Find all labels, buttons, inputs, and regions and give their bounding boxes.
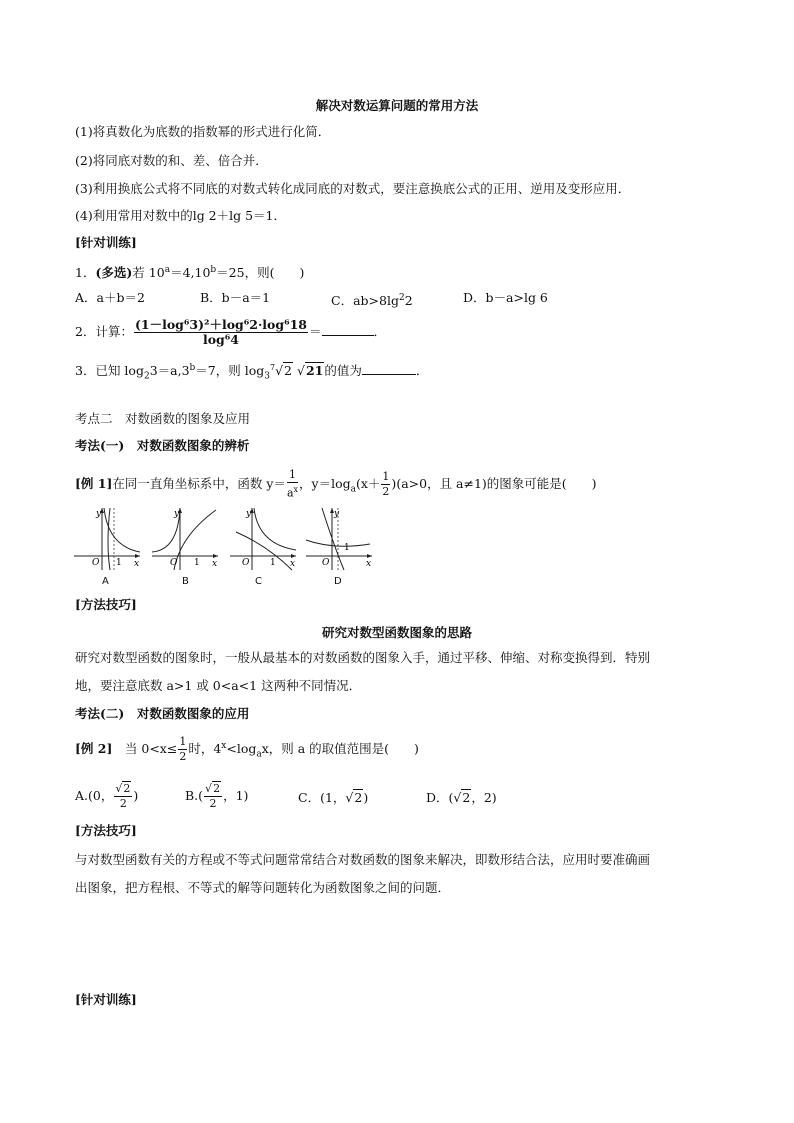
ex2-option-d-post: ，2): [471, 790, 497, 805]
ex2-option-b-num: √2: [205, 782, 221, 795]
q3-sub-1: 2: [143, 371, 150, 382]
q3-mid: 3＝a,3: [149, 363, 190, 379]
ex1-mid: ，y＝log: [299, 475, 351, 491]
graph-a-y-label: y: [96, 509, 102, 519]
graph-c-y-label: y: [246, 509, 252, 519]
graph-b-x-label: x: [212, 559, 218, 569]
q1-option-c-sup: 2: [398, 293, 405, 303]
tips-heading-1: [方法技巧]: [75, 597, 137, 612]
ex1-frac-den-base: a: [286, 486, 294, 500]
section-heading-2: 考点二 对数函数的图象及应用: [75, 411, 251, 426]
graph-c-one: 1: [270, 558, 276, 568]
ex2-option-a-close: ): [133, 788, 139, 803]
q3-radicand-21: 21: [305, 363, 324, 379]
q1-option-d: D．b－a>lg 6: [463, 290, 548, 305]
graph-a: [72, 506, 142, 572]
section-title-graph-approach: 研究对数型函数图象的思路: [321, 625, 472, 640]
q3-sup-b: b: [189, 363, 196, 373]
q1-option-c: [331, 290, 413, 309]
method-3: (3)利用换底公式将不同底的对数式转化成同底的对数式，要注意换底公式的正用、逆用及变形应用．: [75, 181, 631, 196]
ex2-frac-den: 2: [179, 750, 187, 763]
ex2-option-b: [185, 782, 248, 811]
graph-d-x-label: x: [366, 559, 372, 569]
graph-a-origin: O: [92, 558, 100, 568]
ex1-label: [例 1]: [75, 475, 113, 491]
ex1-frac2-den: 2: [382, 484, 390, 498]
ex1-frac-num: 1: [287, 468, 298, 483]
example-2: [75, 735, 419, 764]
ex1-sub-a: a: [350, 484, 356, 495]
q3-radical-2: √: [296, 363, 305, 379]
question-2: [75, 318, 386, 347]
graph-c-label: C: [255, 576, 262, 587]
q3-radicand: 2: [284, 363, 292, 379]
ex2-option-d-radicand: 2: [462, 790, 471, 805]
ex1-frac2-num: 1: [382, 469, 390, 483]
q2-prefix: 2．计算：: [75, 324, 133, 339]
ex2-sub-a: a: [256, 749, 262, 760]
ex2-option-b-radicand: 2: [213, 782, 221, 795]
ex1-fraction: [287, 468, 298, 501]
q1-text-b: ＝4,10: [170, 265, 211, 281]
method-1: (1)将真数化为底数的指数幂的形式进行化简．: [75, 124, 331, 139]
ex2-end: x，则 a 的取值范围是( ): [261, 741, 419, 756]
ex2-mid2: <log: [226, 741, 257, 756]
paragraph-1-line-1: 研究对数型函数的图象时，一般从最基本的对数函数的图象入手，通过平移、伸缩、对称变换得到．特别: [75, 650, 651, 665]
q2-answer-blank[interactable]: [322, 323, 374, 336]
q3-end: 的值为: [324, 363, 362, 379]
ex2-sup-x: x: [221, 740, 227, 751]
ex2-option-b-den: 2: [209, 797, 217, 810]
q3-sub-2: 3: [264, 371, 270, 382]
graph-d-origin: O: [322, 558, 330, 568]
graph-b-one: 1: [194, 558, 200, 568]
graph-b-origin: O: [170, 558, 178, 568]
graph-c: [228, 506, 298, 572]
ex2-option-a-frac: [114, 782, 132, 811]
q2-fraction: [134, 318, 308, 347]
q2-end: ．: [373, 324, 387, 339]
method-2: (2)将同底对数的和、差、倍合并．: [75, 153, 268, 168]
q1-tag: (多选): [95, 265, 133, 281]
graph-c-origin: O: [242, 558, 250, 568]
paragraph-2-line-1: 与对数型函数有关的方程或不等式问题常常结合对数函数的图象来解决，即数形结合法，应用时要准确画: [75, 852, 651, 867]
q1-sup-b: b: [210, 265, 217, 275]
ex2-fraction: [178, 735, 187, 764]
ex1-end: (a>0，且 a≠1)的图象可能是( ): [396, 475, 597, 491]
graph-d-y-label: y: [334, 509, 340, 519]
ex1-paren-pre: (x＋: [355, 475, 381, 491]
ex2-option-a-den: 2: [119, 797, 127, 810]
ex1-paren-post: ): [391, 475, 397, 491]
ex2-option-b-pre: B.(: [185, 788, 204, 803]
graph-a-label: A: [102, 576, 109, 587]
q3-radical: √: [275, 363, 284, 379]
ex2-option-b-frac: [204, 782, 222, 811]
ex1-pre: 在同一直角坐标系中，函数 y＝: [112, 475, 286, 491]
graph-a-x-label: x: [134, 559, 140, 569]
q3-root-index: 7: [269, 363, 276, 372]
q1-option-a: A．a＋b＝2: [75, 290, 145, 305]
ex1-frac-den: [287, 483, 298, 501]
q3-answer-blank[interactable]: [362, 362, 416, 375]
section-title-log-methods: 解决对数运算问题的常用方法: [315, 98, 479, 113]
q1-option-c-end: 2: [404, 293, 413, 309]
ex1-frac-den-sup: x: [293, 485, 299, 494]
graph-d-label: D: [334, 576, 342, 587]
ex2-option-c-close: ): [363, 790, 369, 805]
graph-b: [150, 506, 220, 572]
ex2-pre: 当 0<x≤: [112, 741, 178, 756]
q3-end2: ．: [415, 363, 429, 379]
ex2-frac-num: 1: [179, 735, 187, 748]
q2-numerator: (1－log⁶3)²＋log⁶2·log⁶18: [134, 317, 307, 332]
q1-sup-a: a: [164, 265, 171, 275]
method-4: (4)利用常用对数中的lg 2＋lg 5＝1．: [75, 208, 287, 223]
graph-b-label: B: [182, 576, 189, 587]
ex2-label: [例 2]: [75, 741, 113, 756]
example-1: [75, 468, 597, 501]
ex2-option-c-radicand: 2: [354, 790, 363, 805]
graph-d: [304, 506, 374, 572]
training-heading-1: [针对训练]: [75, 235, 137, 250]
q1-option-b: B．b－a＝1: [200, 290, 271, 305]
q2-denominator: log⁶4: [202, 332, 239, 347]
q1-option-c-text: C．ab>8lg: [331, 293, 399, 309]
paragraph-2-line-2: 出图象，把方程根、不等式的解等问题转化为函数图象之间的问题．: [75, 880, 451, 895]
q2-equals: ＝: [309, 324, 322, 339]
question-1-stem: [75, 262, 304, 281]
q3-prefix: 3．已知 log: [75, 363, 144, 379]
graph-a-one: 1: [116, 558, 122, 568]
q1-text-a: 若 10: [132, 265, 165, 281]
graph-b-y-label: y: [174, 509, 180, 519]
method-heading-1: 考法(一) 对数函数图象的辨析: [75, 438, 250, 453]
q3-mid2: ＝7，则 log: [195, 363, 265, 379]
ex2-option-b-post: ，1): [223, 788, 249, 803]
graph-d-one: 1: [344, 543, 350, 553]
ex2-mid: 时，4: [188, 741, 222, 756]
ex2-option-d-pre: D．(: [426, 790, 454, 805]
tips-heading-2: [方法技巧]: [75, 823, 137, 838]
graph-c-x-label: x: [290, 559, 296, 569]
ex2-option-d: D．(√2，2): [426, 790, 497, 805]
ex2-option-c: C．(1，√2): [298, 790, 369, 805]
q1-text-c: ＝25，则( ): [216, 265, 305, 281]
ex2-option-a: [75, 782, 138, 811]
ex1-fraction-2: [381, 470, 390, 499]
training-heading-2: [针对训练]: [75, 992, 137, 1007]
ex2-option-a-num: √2: [115, 782, 131, 795]
question-3: [75, 360, 428, 385]
method-heading-2: 考法(二) 对数函数图象的应用: [75, 706, 250, 721]
ex2-option-c-pre: C．(1，: [298, 790, 346, 805]
ex2-option-a-pre: A.(0，: [75, 788, 114, 803]
q1-number: 1．: [75, 265, 96, 281]
ex2-option-a-radicand: 2: [123, 782, 131, 795]
paragraph-1-line-2: 地，要注意底数 a>1 或 0<a<1 这两种不同情况．: [75, 678, 362, 693]
